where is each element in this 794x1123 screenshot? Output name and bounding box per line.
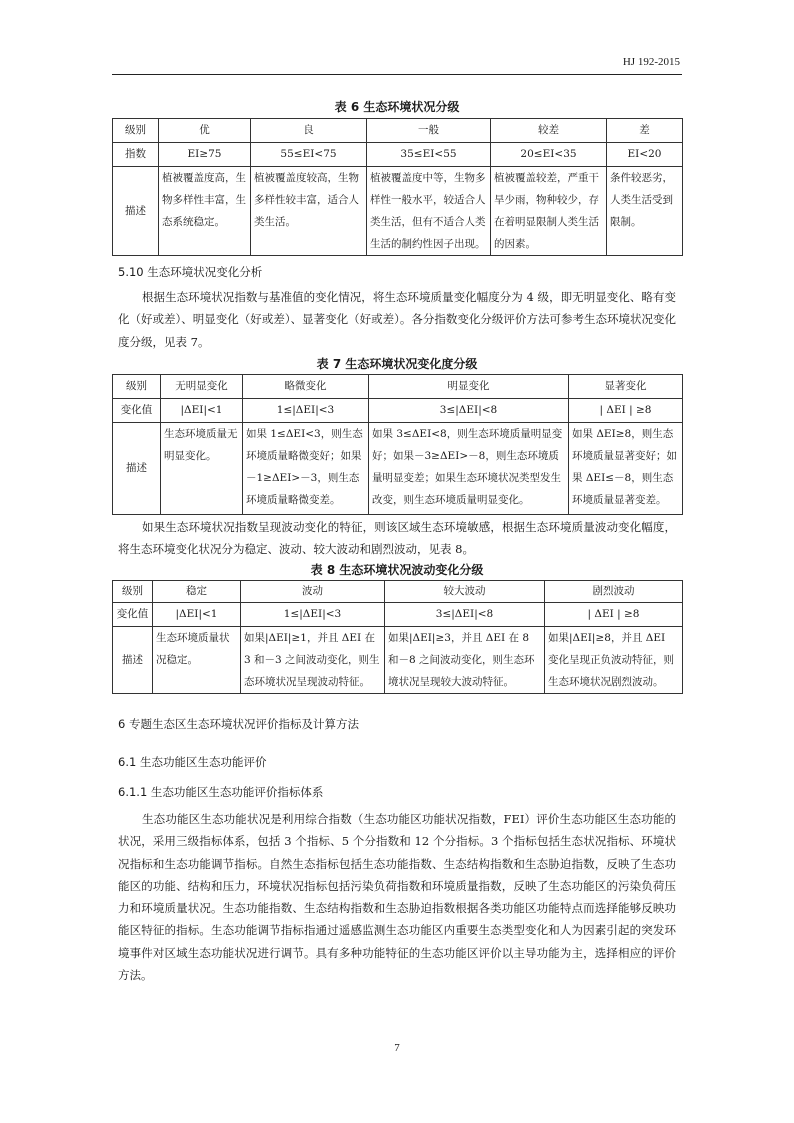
table6-index-row — [113, 143, 683, 167]
table-cell: 变化值 — [113, 399, 161, 423]
table-cell: 如果|ΔEI|≥1，并且 ΔEI 在 3 和－3 之间波动变化，则生态环境状况呈现波动特征。 — [241, 627, 385, 694]
table-cell: 一般 — [367, 119, 491, 143]
table8-value-row — [113, 603, 683, 627]
table-cell: 略微变化 — [243, 375, 369, 399]
table-cell: 20≤EI<35 — [491, 143, 607, 167]
table6-caption: 表 6 生态环境状况分级 — [334, 100, 460, 114]
table-cell: |ΔEI|<1 — [153, 603, 241, 627]
table-cell: 3≤|ΔEI|<8 — [369, 399, 569, 423]
table-cell: 级别 — [113, 119, 159, 143]
table-cell: 如果|ΔEI|≥8，并且 ΔEI 变化呈现正负波动特征，则生态环境状况剧烈波动。 — [545, 627, 683, 694]
paragraph: 根据生态环境状况指数与基准值的变化情况，将生态环境质量变化幅度分为 4 级，即无明显变化、略有变化（好或差）、明显变化（好或差）、显著变化（好或差）。各分指数变化分级评价方法可参考生态环境状况变化度分级，见表 7。 — [118, 290, 676, 349]
table-cell: 35≤EI<55 — [367, 143, 491, 167]
table-cell: |ΔEI|<1 — [161, 399, 243, 423]
table-cell: 如果 3≤ΔEI<8，则生态环境质量明显变好；如果－3≥ΔEI>－8，则生态环境质量明显变差；如果生态环境状况类型发生改变，则生态环境质量明显变化。 — [369, 423, 569, 515]
table-cell: 稳定 — [153, 581, 241, 603]
paragraph: 如果生态环境状况指数呈现波动变化的特征，则该区域生态环境敏感，根据生态环境质量波动变化幅度，将生态环境变化状况分为稳定、波动、较大波动和剧烈波动，见表 8。 — [118, 520, 676, 557]
paragraph: 生态功能区生态功能状况是利用综合指数（生态功能区功能状况指数，FEI）评价生态功能区生态功能的状况，采用三级指标体系，包括 3 个指标、5 个分指数和 12 个分指标。3 个指标包括生态状况指标、环境状况指标和生态功能调节指标。自然生态指标包括生态功能指数、生态结构指数和生态胁迫指数，反映了生态功能区的功能、结构和压力，环境状况指标包括污染负荷指数和环境质量指数，反映了生态功能区的污染负荷压力和环境质量状况。生态功能指数、生态结构指数和生态胁迫指数根据各类功能区功能特点而选择能够反映功能区特征的指标。生态功能调节指标指通过遥感监测生态功能区内重要生态类型变化和人为因素引起的突发环境事件对区域生态功能状况进行调节。具有多种功能特征的生态功能区评价以主导功能为主，选择相应的评价方法。 — [118, 812, 676, 983]
table-cell: 条件较恶劣，人类生活受到限制。 — [607, 167, 683, 256]
table-cell: 无明显变化 — [161, 375, 243, 399]
table-cell: 植被覆盖度较高，生物多样性较丰富，适合人类生活。 — [251, 167, 367, 256]
table-cell: 显著变化 — [569, 375, 683, 399]
table-cell: | ΔEI | ≥8 — [545, 603, 683, 627]
table-cell: EI<20 — [607, 143, 683, 167]
table8-header-row — [113, 581, 683, 603]
table7-header-row — [113, 375, 683, 399]
table-cell: 描述 — [113, 423, 161, 515]
table-cell: 如果 1≤ΔEI<3，则生态环境质量略微变好；如果－1≥ΔEI>－3，则生态环境质量略微变差。 — [243, 423, 369, 515]
standard-code: HJ 192-2015 — [622, 56, 680, 68]
table8-desc-row — [113, 627, 683, 694]
table-cell: 级别 — [113, 375, 161, 399]
table-cell: 波动 — [241, 581, 385, 603]
table7 — [112, 374, 683, 515]
table-cell: 良 — [251, 119, 367, 143]
table-cell: 1≤|ΔEI|<3 — [243, 399, 369, 423]
table-cell: 植被覆盖度高，生物多样性丰富，生态系统稳定。 — [159, 167, 251, 256]
section-heading: 5.10 生态环境状况变化分析 — [118, 265, 263, 279]
table-cell: 差 — [607, 119, 683, 143]
table-cell: 55≤EI<75 — [251, 143, 367, 167]
table-cell: 较差 — [491, 119, 607, 143]
table-cell: 明显变化 — [369, 375, 569, 399]
table7-desc-row — [113, 423, 683, 515]
table6-desc-row — [113, 167, 683, 256]
table-cell: 植被覆盖度中等，生物多样性一般水平，较适合人类生活，但有不适合人类生活的制约性因子出现。 — [367, 167, 491, 256]
table-cell: 变化值 — [113, 603, 153, 627]
table-cell: 1≤|ΔEI|<3 — [241, 603, 385, 627]
table-cell: 较大波动 — [385, 581, 545, 603]
table8 — [112, 580, 683, 694]
table-cell: 剧烈波动 — [545, 581, 683, 603]
table-cell: 植被覆盖较差，严重干旱少雨，物种较少，存在着明显限制人类生活的因素。 — [491, 167, 607, 256]
table-cell: 优 — [159, 119, 251, 143]
table8-caption: 表 8 生态环境状况波动变化分级 — [310, 563, 484, 577]
table6-header-row — [113, 119, 683, 143]
section-heading: 6 专题生态区生态环境状况评价指标及计算方法 — [118, 717, 359, 731]
table-cell: 如果|ΔEI|≥3，并且 ΔEI 在 8 和－8 之间波动变化，则生态环境状况呈现较大波动特征。 — [385, 627, 545, 694]
table-cell: 描述 — [113, 627, 153, 694]
table-cell: 生态环境质量状况稳定。 — [153, 627, 241, 694]
table-cell: 生态环境质量无明显变化。 — [161, 423, 243, 515]
table6 — [112, 118, 683, 256]
table-cell: 指数 — [113, 143, 159, 167]
page-header — [112, 56, 682, 75]
table-cell: 描述 — [113, 167, 159, 256]
section-heading: 6.1 生态功能区生态功能评价 — [118, 755, 267, 769]
table-cell: | ΔEI | ≥8 — [569, 399, 683, 423]
table7-caption: 表 7 生态环境状况变化度分级 — [316, 357, 478, 371]
table7-value-row — [113, 399, 683, 423]
page-number: 7 — [394, 1042, 400, 1054]
table-cell: 级别 — [113, 581, 153, 603]
table-cell: EI≥75 — [159, 143, 251, 167]
table-cell: 3≤|ΔEI|<8 — [385, 603, 545, 627]
table-cell: 如果 ΔEI≥8，则生态环境质量显著变好；如果 ΔEI≤－8，则生态环境质量显著变差。 — [569, 423, 683, 515]
section-heading: 6.1.1 生态功能区生态功能评价指标体系 — [118, 785, 324, 799]
